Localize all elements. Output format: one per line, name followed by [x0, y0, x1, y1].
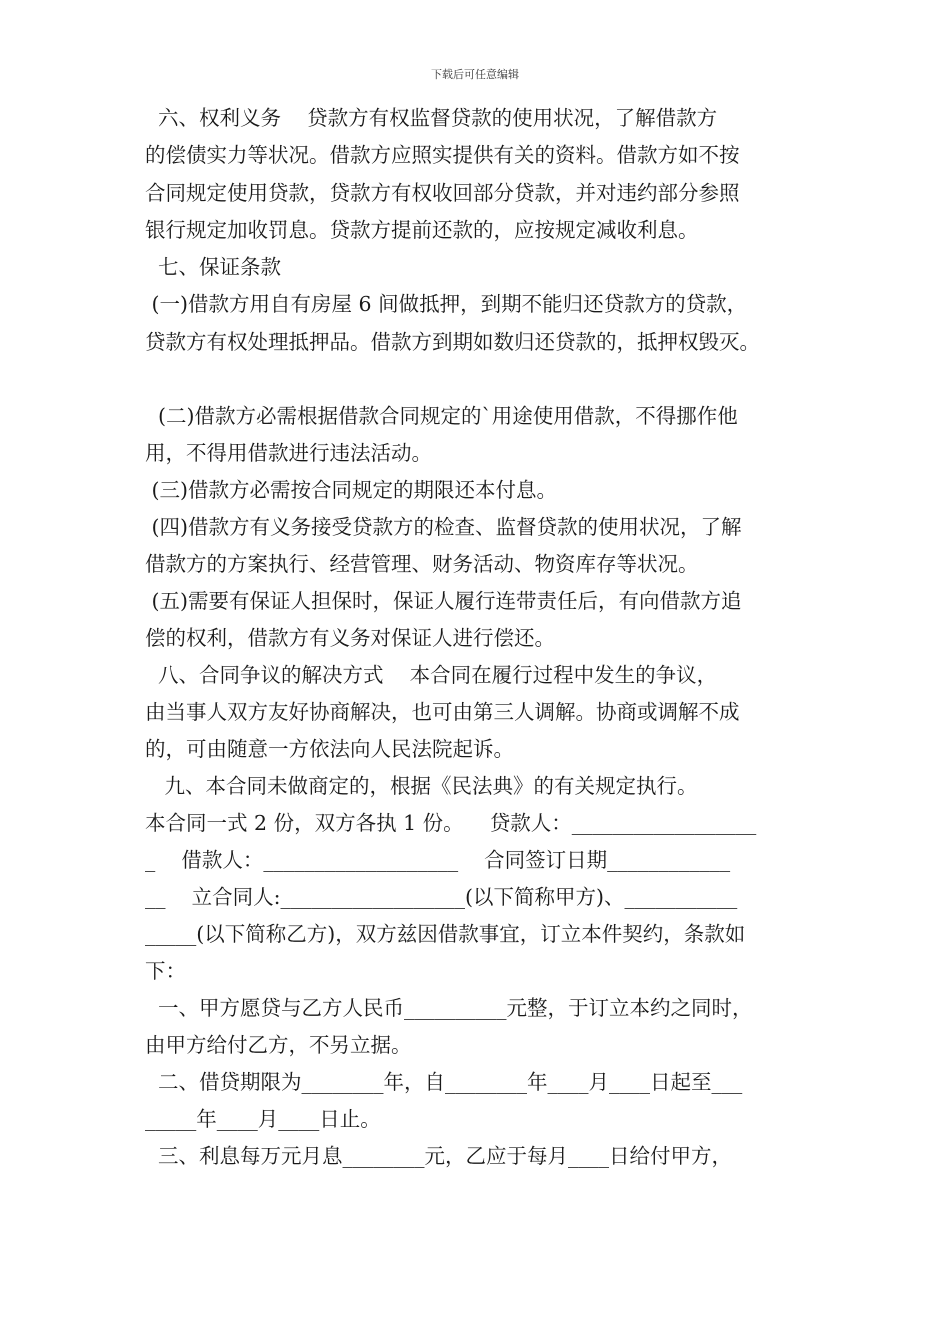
text-line: 借款方的方案执行、经营管理、财务活动、物资库存等状况。 [145, 552, 699, 576]
text-line: _____(以下简称乙方)，双方兹因借款事宜，订立本件契约，条款如 [145, 922, 746, 946]
text-line: (一)借款方用自有房屋 6 间做抵押，到期不能归还贷款方的贷款， [145, 292, 748, 316]
text-line: 由当事人双方友好协商解决，也可由第三人调解。协商或调解不成 [145, 700, 740, 724]
text-line: _____年____月____日止。 [145, 1107, 381, 1131]
text-line: 本合同一式 2 份，双方各执 1 份。 贷款人：__________________ [145, 811, 757, 835]
text-line: 九、本合同未做商定的，根据《民法典》的有关规定执行。 [145, 774, 698, 798]
text-line: 合同规定使用贷款，贷款方有权收回部分贷款，并对违约部分参照 [145, 181, 740, 205]
text-line: 七、保证条款 [145, 255, 282, 279]
text-line: 一、甲方愿贷与乙方人民币__________元整，于订立本约之同时， [145, 996, 753, 1020]
text-line: (五)需要有保证人担保时，保证人履行连带责任后，有向借款方追 [145, 589, 742, 613]
text-line: 由甲方给付乙方，不另立据。 [145, 1033, 412, 1057]
text-line: 的，可由随意一方依法向人民法院起诉。 [145, 737, 514, 761]
text-line: 银行规定加收罚息。贷款方提前还款的，应按规定减收利息。 [145, 218, 699, 242]
text-line: 偿的权利，借款方有义务对保证人进行偿还。 [145, 626, 555, 650]
text-line: __ 立合同人:__________________(以下简称甲方)、___________ [145, 885, 738, 909]
text-line: 八、合同争议的解决方式 本合同在履行过程中发生的争议， [145, 663, 718, 687]
text-line: (三)借款方必需按合同规定的期限还本付息。 [145, 478, 558, 502]
text-line: (四)借款方有义务接受贷款方的检查、监督贷款的使用状况，了解 [145, 515, 742, 539]
text-line: (二)借款方必需根据借款合同规定的`用途使用借款，不得挪作他 [145, 404, 738, 428]
page-header: 下载后可任意编辑 [431, 68, 519, 81]
text-line: 下： [145, 959, 186, 983]
text-line: 的偿债实力等状况。借款方应照实提供有关的资料。借款方如不按 [145, 143, 740, 167]
text-line: 三、利息每万元月息________元，乙应于每月____日给付甲方， [145, 1144, 733, 1168]
text-line: _ 借款人：___________________ 合同签订日期____________ [145, 848, 731, 872]
text-line: 六、权利义务 贷款方有权监督贷款的使用状况，了解借款方 [145, 106, 718, 130]
text-line: 用，不得用借款进行违法活动。 [145, 441, 432, 465]
text-line: 二、借贷期限为________年，自________年____月____日起至___ [145, 1070, 743, 1094]
text-line: 贷款方有权处理抵押品。借款方到期如数归还贷款的，抵押权毁灭。 [145, 330, 760, 354]
